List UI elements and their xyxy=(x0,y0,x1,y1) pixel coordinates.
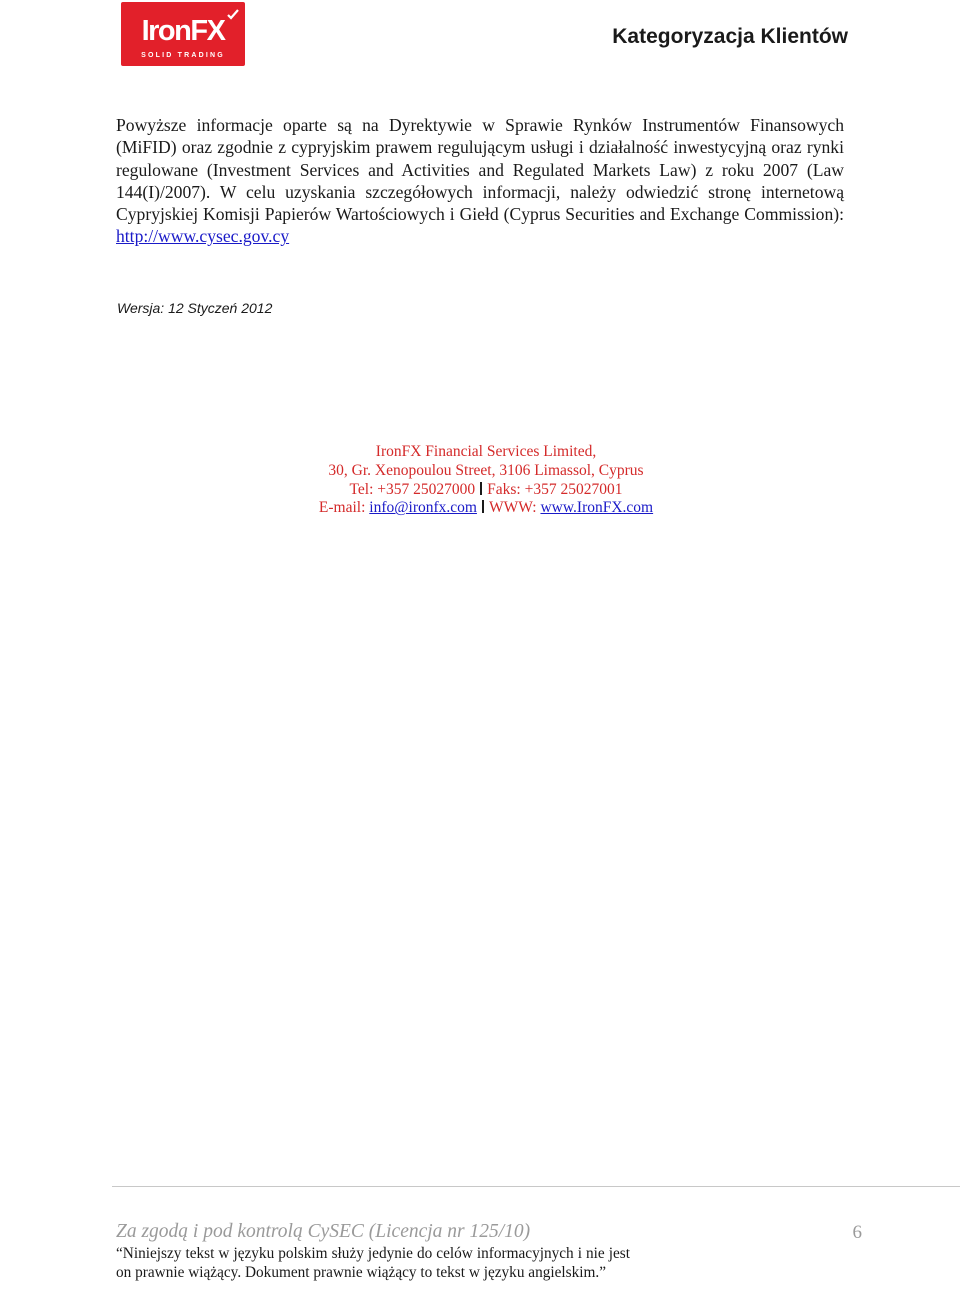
company-address: 30, Gr. Xenopoulou Street, 3106 Limassol, Cyprus xyxy=(328,461,644,479)
footer-disclaimer: “Niniejszy tekst w języku polskim służy jedynie do celów informacyjnych i nie jest on prawnie wiążący. Dokument prawnie wiążący to tekst w języku angielskim.” xyxy=(116,1245,630,1282)
email-link[interactable]: info@ironfx.com xyxy=(369,499,477,517)
phone-number: Tel: +357 25027000 xyxy=(349,480,476,498)
contact-block xyxy=(240,443,732,518)
email-label: E-mail: xyxy=(318,499,370,517)
company-name: IronFX Financial Services Limited, xyxy=(375,443,597,460)
separator xyxy=(480,482,482,495)
fax-number: Faks: +357 25027001 xyxy=(487,480,623,498)
footer-divider xyxy=(112,1186,960,1187)
cysec-link[interactable]: http://www.cysec.gov.cy xyxy=(116,226,290,247)
phone-fax-line xyxy=(240,481,732,500)
page-title: Kategoryzacja Klientów xyxy=(612,25,848,48)
logo-brand: IronFX xyxy=(141,15,225,47)
ironfx-logo xyxy=(121,2,245,66)
www-label: WWW: xyxy=(488,499,541,517)
logo-tagline: SOLID TRADING xyxy=(141,52,225,59)
page-number: 6 xyxy=(852,1222,862,1243)
email-www-line xyxy=(240,499,732,518)
footer-regulator-note: Za zgodą i pod kontrolą CySEC (Licencja nr 125/10) xyxy=(116,1221,531,1242)
version-label: Wersja: 12 Styczeń 2012 xyxy=(117,300,273,316)
paragraph-text: Powyższe informacje oparte są na Dyrektywie w Sprawie Rynków Instrumentów Finansowych (MiFID) oraz zgodnie z cypryjskim prawem regulującym usługi i działalność inwestycyjną oraz rynki regulowane (Investment Services and Activities and Regulated Markets Law) z roku 2007 (Law 144(I)/2007). W celu uzyskania szczegółowych informacji, należy odwiedzić stronę internetową Cypryjskiej Komisji Papierów Wartościowych i Giełd (Cyprus Securities and Exchange Commission): xyxy=(116,115,844,225)
separator xyxy=(482,500,484,513)
body-paragraph xyxy=(116,114,844,248)
website-link[interactable]: www.IronFX.com xyxy=(540,499,654,517)
